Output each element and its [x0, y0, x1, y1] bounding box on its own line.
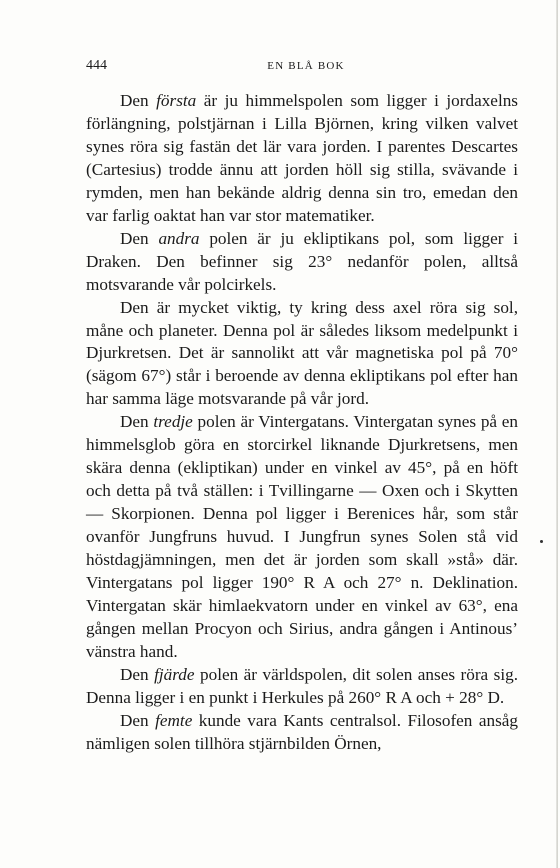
paragraph: Den fjärde polen är världspolen, dit solen anses röra sig. Denna ligger i en punkt i Herkules på 260° R A och + 28° D.	[86, 664, 518, 707]
page-number: 444	[86, 58, 107, 73]
ink-speck	[540, 540, 543, 543]
paragraph: Den är mycket viktig, ty kring dess axel röra sig sol, måne och planeter. Denna pol är således liksom medelpunkt i Djurkretsen. Det är sannolikt att vår magnetiska pol på 70° (sägom 67°) står i beroende av denna ekliptikans pol efter han har samma läge motsvarande på vår jord.	[86, 297, 518, 409]
page-header	[86, 58, 526, 78]
paragraph: Den andra polen är ju ekliptikans pol, som ligger i Draken. Den befinner sig 23° nedanför polen, alltså motsvarande vår polcirkels.	[86, 228, 518, 294]
paragraph: Den femte kunde vara Kants centralsol. Filosofen ansåg nämligen solen tillhöra stjärnbilden Örnen,	[86, 710, 518, 753]
paragraph: Den första är ju himmelspolen som ligger i jordaxelns förlängning, polstjärnan i Lilla Björnen, kring vilken valvet synes röra sig fastän det lär vara jorden. I parentes Descartes (Cartesius) trodde ännu att jorden höll sig stilla, svävande i rymden, men han bekände aldrig denna sin tro, emedan den var farlig oaktat han var stor matematiker.	[86, 91, 518, 225]
body-text	[86, 90, 518, 756]
paragraph: Den tredje polen är Vintergatans. Vintergatan synes på en himmelsglob göra en storcirkel liknande Djurkretsens, men skära denna (ekliptikan) under en vinkel av 45°, på en höft och detta på två ställen: i Tvillingarne — Oxen och i Skytten — Skorpionen. Denna pol ligger i Berenices hår, som står ovanför Jungfruns huvud. I Jungfrun synes Solen stå vid höstdagjämningen, men det är jorden som skall »stå» där. Vintergatans pol ligger 190° R A och 27° n. Deklination. Vintergatan skär himlaekvatorn under en vinkel av 63°, ena gången mellan Procyon och Sirius, andra gången i Antinous’ vänstra hand.	[86, 412, 518, 661]
running-head: EN BLÅ BOK	[267, 60, 345, 72]
page-edge	[556, 0, 558, 868]
